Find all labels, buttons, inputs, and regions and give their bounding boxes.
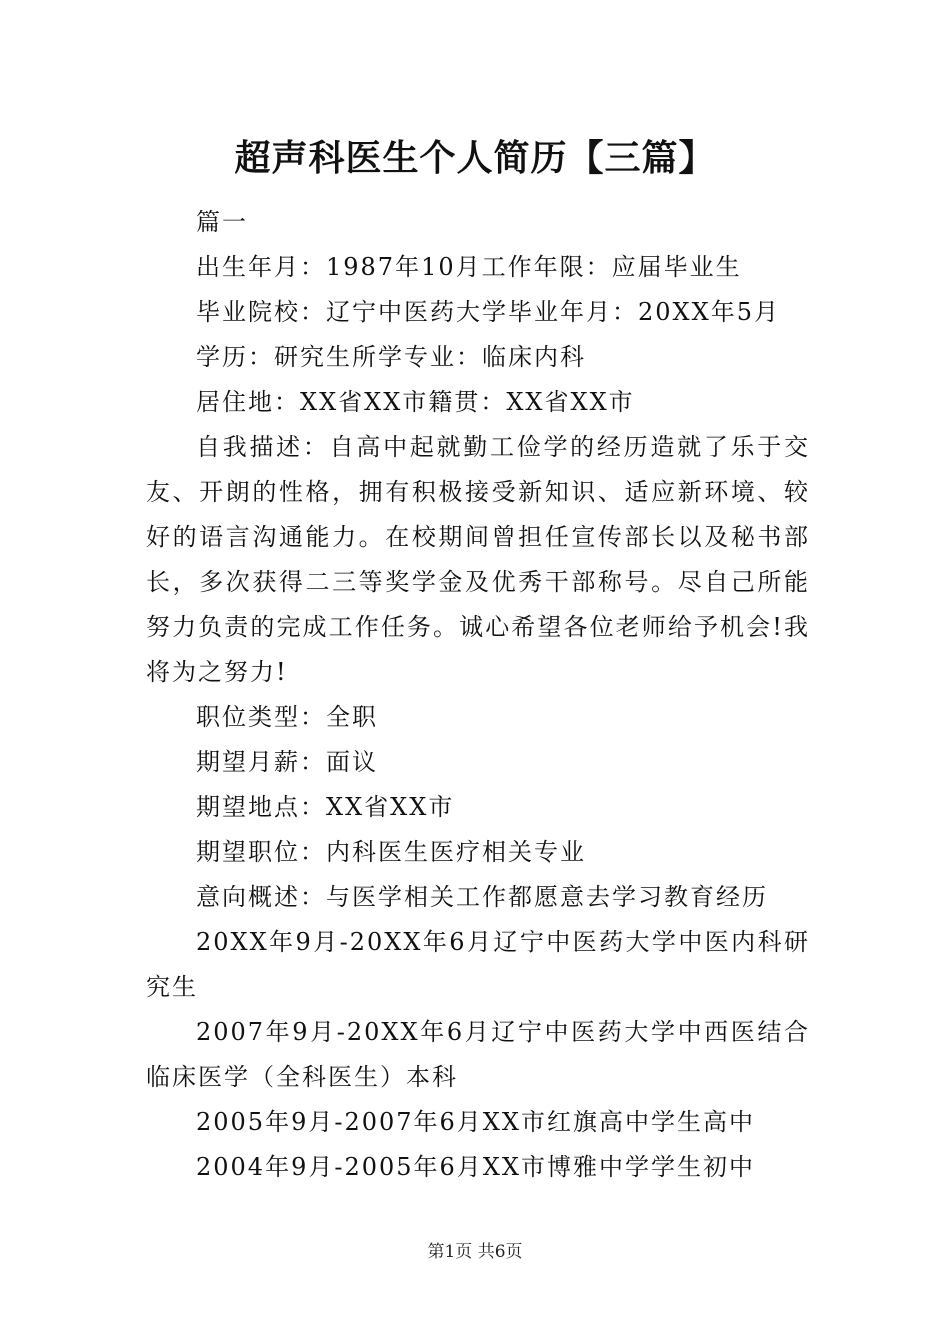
education-entry: 20XX年9月-20XX年6月辽宁中医药大学中医内科研究生 (146, 928, 810, 1001)
section-heading: 篇一 (196, 208, 248, 236)
expected-location-line: 期望地点：XX省XX市 (196, 793, 455, 821)
birth-date-line: 出生年月：1987年10月工作年限：应届毕业生 (196, 253, 742, 281)
page-footer: 第1页 共6页 (427, 1242, 523, 1262)
intention-summary-line: 意向概述：与医学相关工作都愿意去学习教育经历 (196, 883, 768, 911)
expected-position-line: 期望职位：内科医生医疗相关专业 (196, 838, 586, 866)
self-description-paragraph: 自我描述：自高中起就勤工俭学的经历造就了乐于交友、开朗的性格，拥有积极接受新知识、适应新环境、较好的语言沟通能力。在校期间曾担任宣传部长以及秘书部长，多次获得二三等奖学金及优秀干部称号。尽自己所能努力负责的完成工作任务。诚心希望各位老师给予机会!我将为之努力! (146, 433, 810, 686)
school-line: 毕业院校：辽宁中医药大学毕业年月：20XX年5月 (196, 298, 780, 326)
document-body (146, 200, 810, 1190)
education-entry: 2007年9月-20XX年6月辽宁中医药大学中西医结合临床医学（全科医生）本科 (146, 1018, 810, 1091)
education-line: 学历：研究生所学专业：临床内科 (196, 343, 586, 371)
education-entry: 2004年9月-2005年6月XX市博雅中学学生初中 (196, 1153, 755, 1181)
education-entry: 2005年9月-2007年6月XX市红旗高中学生高中 (196, 1108, 755, 1136)
expected-salary-line: 期望月薪：面议 (196, 748, 378, 776)
job-type-line: 职位类型：全职 (196, 703, 378, 731)
residence-line: 居住地：XX省XX市籍贯：XX省XX市 (196, 388, 635, 416)
document-title: 超声科医生个人简历【三篇】 (234, 137, 716, 179)
